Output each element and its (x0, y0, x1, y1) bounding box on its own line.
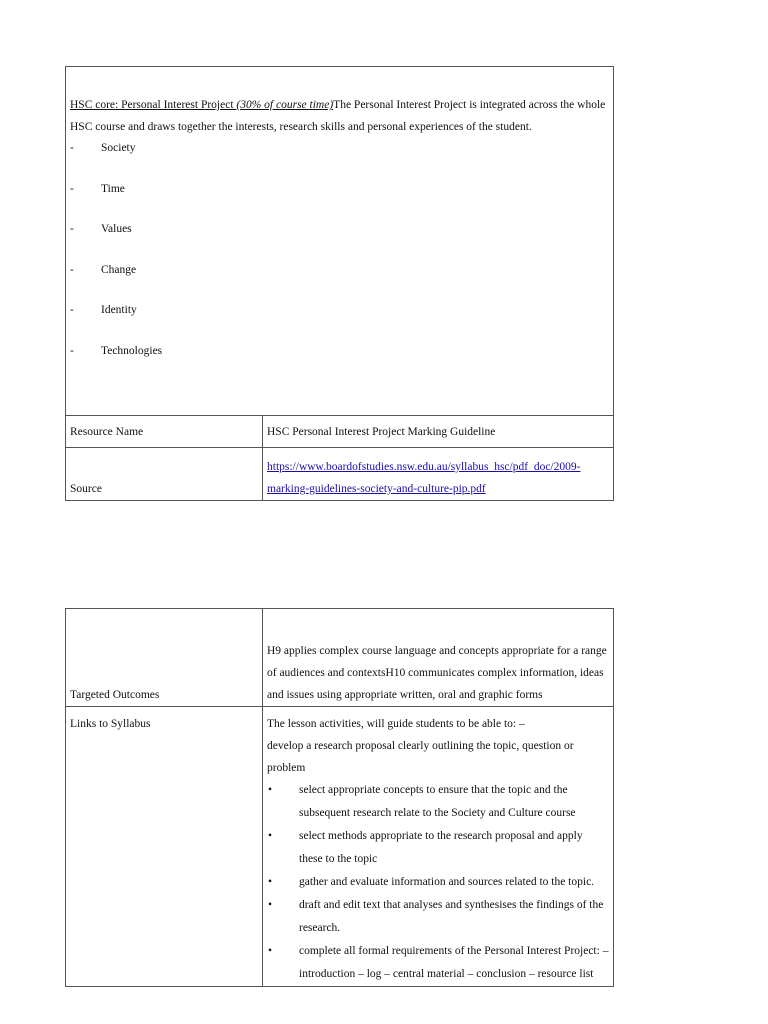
intro-paragraph (70, 94, 609, 138)
list-item: - Identity (70, 304, 137, 316)
links-to-syllabus-label: Links to Syllabus (66, 707, 263, 987)
syllabus-lead: The lesson activities, will guide students to be able to: – (267, 718, 525, 730)
targeted-outcomes-text: H9 applies complex course language and concepts appropriate for a range of audiences and contextsH10 communicates complex information, ideas and issues using appropriate written, oral and graphic forms (263, 609, 614, 707)
bullet-icon: • (268, 830, 273, 842)
list-item: • select appropriate concepts to ensure that the topic and the subsequent research relate to the Society and Culture course (267, 779, 609, 825)
bullet-icon: • (268, 784, 273, 796)
list-item: - Values (70, 223, 132, 235)
list-item: - Technologies (70, 344, 163, 357)
bullet-icon: • (268, 945, 273, 957)
concepts-list (70, 138, 609, 362)
resource-name-value: HSC Personal Interest Project Marking Guideline (263, 416, 614, 448)
intro-cell (66, 67, 614, 416)
list-item: • draft and edit text that analyses and synthesises the findings of the research. (267, 894, 609, 940)
bullet-icon: • (268, 899, 273, 911)
list-item: • select methods appropriate to the research proposal and apply these to the topic (267, 825, 609, 871)
intro-text: The Personal Interest Project is integrated across the whole HSC course and draws together the interests, research skills and personal experiences of the student. (70, 99, 606, 133)
source-link[interactable]: https://www.boardofstudies.nsw.edu.au/syllabus_hsc/pdf_doc/2009-marking-guidelines-society-and-culture-pip.pdf (267, 461, 581, 495)
list-item: - Change (70, 263, 137, 276)
list-item: • gather and evaluate information and sources related to the topic. (267, 871, 609, 894)
pip-title: HSC core: Personal Interest Project (30% of course time) (70, 99, 334, 111)
syllabus-first-item: develop a research proposal clearly outlining the topic, question or problem (267, 740, 574, 774)
outcomes-table (65, 608, 614, 987)
resource-name-label: Resource Name (66, 416, 263, 448)
resource-table (65, 66, 614, 501)
course-time-note: (30% of course time) (236, 99, 334, 111)
bullet-icon: • (268, 876, 273, 888)
links-to-syllabus-content (263, 707, 614, 987)
list-item: • complete all formal requirements of the Personal Interest Project: – introduction – log – central material – conclusion – resource list (267, 940, 609, 986)
source-label: Source (66, 448, 263, 501)
list-item: - Society (70, 142, 136, 154)
syllabus-bullets (267, 779, 609, 986)
targeted-outcomes-label: Targeted Outcomes (66, 609, 263, 707)
list-item: - Time (70, 182, 125, 195)
